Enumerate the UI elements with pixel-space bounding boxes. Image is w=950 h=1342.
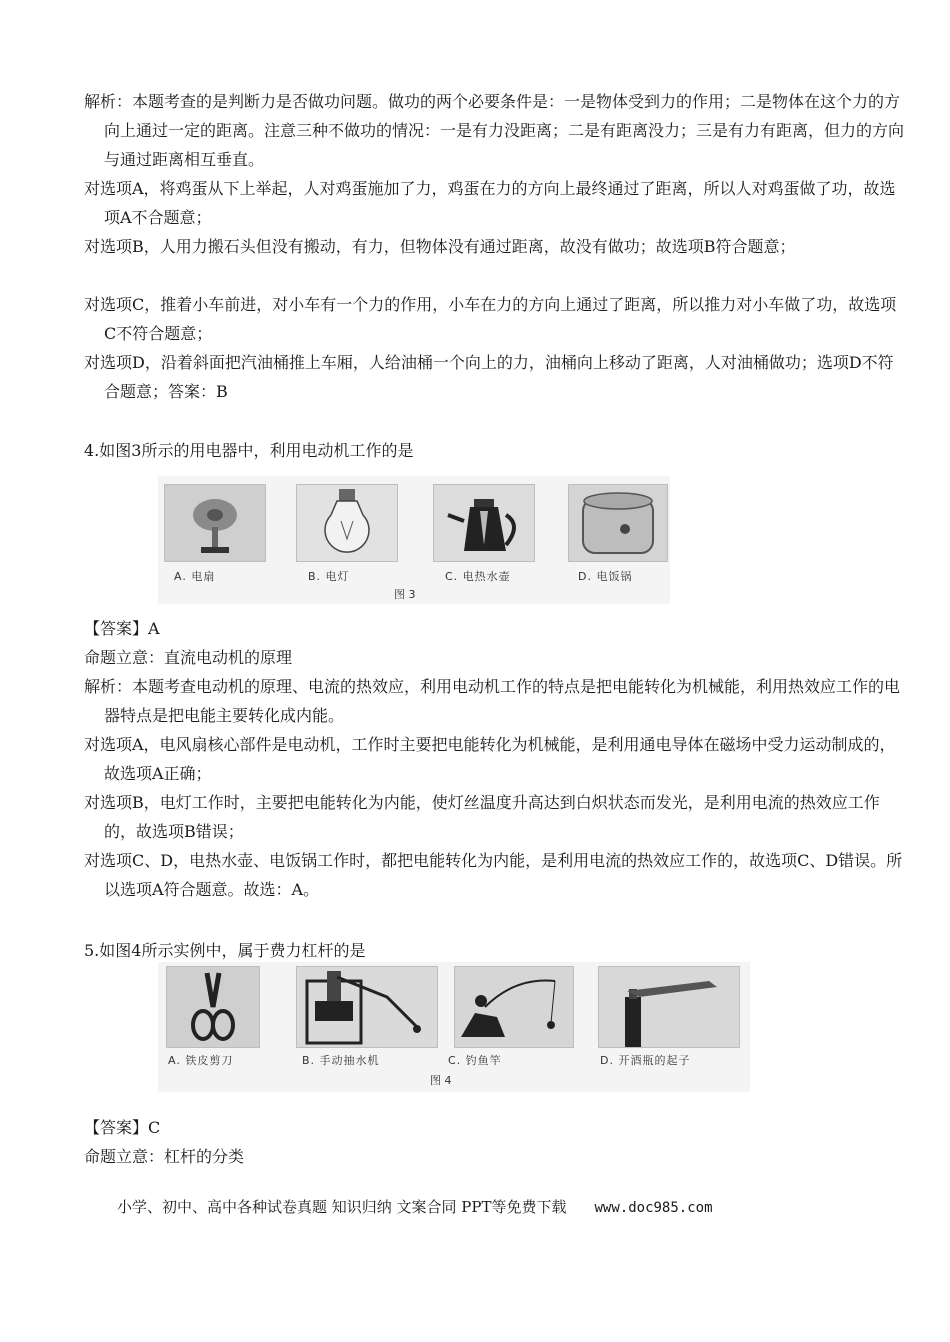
water-pump-icon — [297, 967, 437, 1047]
q3-option-a-analysis: 对选项A，将鸡蛋从下上举起，人对鸡蛋施加了力，鸡蛋在力的方向上最终通过了距离，所以人对鸡蛋做了功，故选项A不合题意； — [84, 179, 896, 227]
fishing-rod-image — [454, 966, 574, 1048]
bottle-opener-image — [598, 966, 740, 1048]
figure-4-label: 图 4 — [430, 1074, 452, 1087]
q4-question: 4.如图3所示的用电器中，利用电动机工作的是 — [84, 441, 414, 460]
fan-icon — [165, 485, 265, 561]
figure-3 — [158, 476, 670, 604]
page-footer — [117, 1196, 713, 1217]
q3-option-b-analysis: 对选项B，人用力搬石头但没有搬动，有力，但物体没有通过距离，故没有做功；故选项B符合题意； — [84, 237, 796, 256]
q3-option-d-analysis: 对选项D，沿着斜面把汽油桶推上车厢，人给油桶一个向上的力，油桶向上移动了距离，人对油桶做功；选项D不符合题意；答案：B — [84, 353, 894, 401]
figure-4-caption-c: C. 钓鱼竿 — [448, 1054, 502, 1067]
figure-3-label: 图 3 — [394, 588, 416, 601]
fan-image — [164, 484, 266, 562]
figure-3-caption-b: B. 电灯 — [308, 570, 350, 583]
q5-intent: 命题立意：杠杆的分类 — [84, 1147, 245, 1166]
figure-4-caption-a: A. 铁皮剪刀 — [168, 1054, 234, 1067]
q4-analysis-intro: 解析：本题考查电动机的原理、电流的热效应，利用电动机工作的特点是把电能转化为机械能，利用热效应工作的电器特点是把电能主要转化成内能。 — [84, 677, 901, 725]
figure-4-caption-d: D. 开酒瓶的起子 — [600, 1054, 691, 1067]
q4-option-cd-analysis: 对选项C、D，电热水壶、电饭锅工作时，都把电能转化为内能，是利用电流的热效应工作的，故选项C、D错误。所以选项A符合题意。故选：A。 — [84, 851, 903, 899]
kettle-icon — [434, 485, 534, 561]
hand-pump-image — [296, 966, 438, 1048]
scissors-icon — [167, 967, 259, 1047]
figure-3-caption-d: D. 电饭锅 — [578, 570, 633, 583]
footer-text: 小学、初中、高中各种试卷真题 知识归纳 文案合同 PPT等免费下载 — [117, 1198, 567, 1216]
figure-4-caption-b: B. 手动抽水机 — [302, 1054, 380, 1067]
fishing-rod-icon — [455, 967, 573, 1047]
lamp-image — [296, 484, 398, 562]
scissors-image — [166, 966, 260, 1048]
bottle-opener-icon — [599, 967, 739, 1047]
figure-4 — [158, 962, 750, 1092]
q4-answer: 【答案】A — [84, 619, 160, 638]
q5-answer: 【答案】C — [84, 1118, 161, 1137]
q4-option-b-analysis: 对选项B，电灯工作时，主要把电能转化为内能，使灯丝温度升高达到白炽状态而发光，是利用电流的热效应工作的，故选项B错误； — [84, 793, 880, 841]
light-bulb-icon — [297, 485, 397, 561]
kettle-image — [433, 484, 535, 562]
q4-intent: 命题立意：直流电动机的原理 — [84, 648, 293, 667]
rice-cooker-image — [568, 484, 668, 562]
footer-url-link[interactable]: www.doc985.com — [594, 1200, 713, 1216]
q5-question: 5.如图4所示实例中，属于费力杠杆的是 — [84, 941, 366, 960]
q3-option-c-analysis: 对选项C，推着小车前进，对小车有一个力的作用，小车在力的方向上通过了距离，所以推力对小车做了功，故选项C不符合题意； — [84, 295, 897, 343]
q3-analysis-intro: 解析：本题考查的是判断力是否做功问题。做功的两个必要条件是：一是物体受到力的作用；二是物体在这个力的方向上通过一定的距离。注意三种不做功的情况：一是有力没距离；二是有距离没力；三是有力有距离，但力的方向与通过距离相互垂直。 — [84, 92, 905, 169]
rice-cooker-icon — [569, 485, 667, 561]
figure-3-caption-c: C. 电热水壶 — [445, 570, 511, 583]
figure-3-caption-a: A. 电扇 — [174, 570, 216, 583]
q4-option-a-analysis: 对选项A，电风扇核心部件是电动机，工作时主要把电能转化为机械能，是利用通电导体在磁场中受力运动制成的，故选项A正确； — [84, 735, 896, 783]
